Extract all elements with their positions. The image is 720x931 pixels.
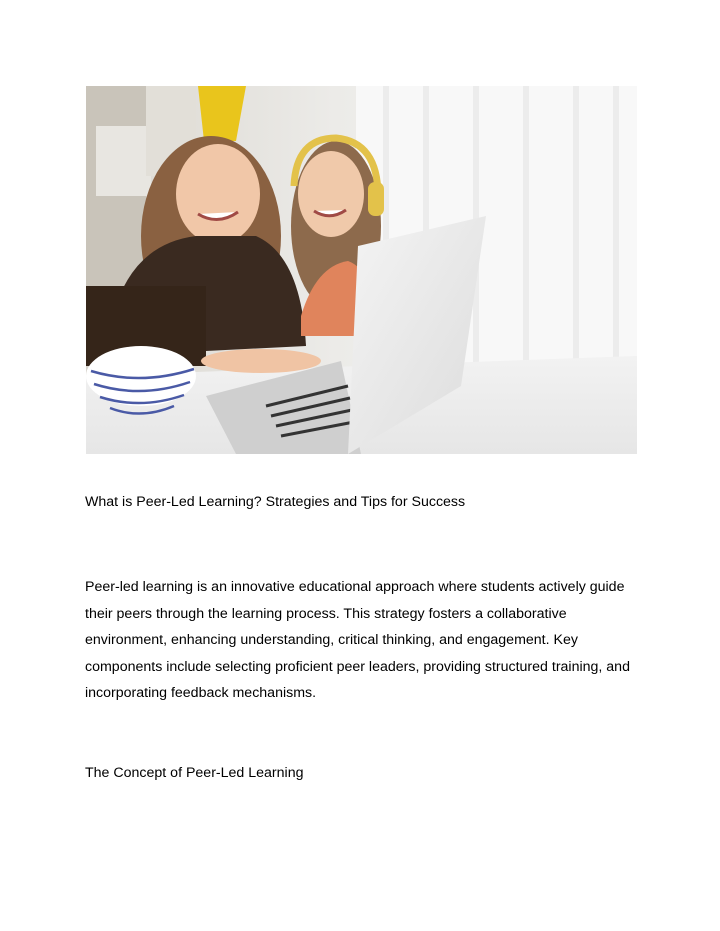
hero-photo: [86, 86, 637, 454]
intro-line: Peer-led learning is an innovative educational approach where students actively guide: [85, 579, 625, 595]
intro-line: incorporating feedback mechanisms.: [85, 685, 317, 701]
intro-line: components include selecting proficient peer leaders, providing structured training, and: [85, 658, 630, 675]
intro-line: their peers through the learning process. This strategy fosters a collaborative: [85, 605, 567, 622]
intro-paragraph: [85, 574, 645, 707]
section-heading: The Concept of Peer-Led Learning: [85, 765, 304, 781]
intro-line: environment, enhancing understanding, critical thinking, and engagement. Key: [85, 632, 578, 648]
document-title: What is Peer-Led Learning? Strategies and Tips for Success: [85, 494, 466, 510]
